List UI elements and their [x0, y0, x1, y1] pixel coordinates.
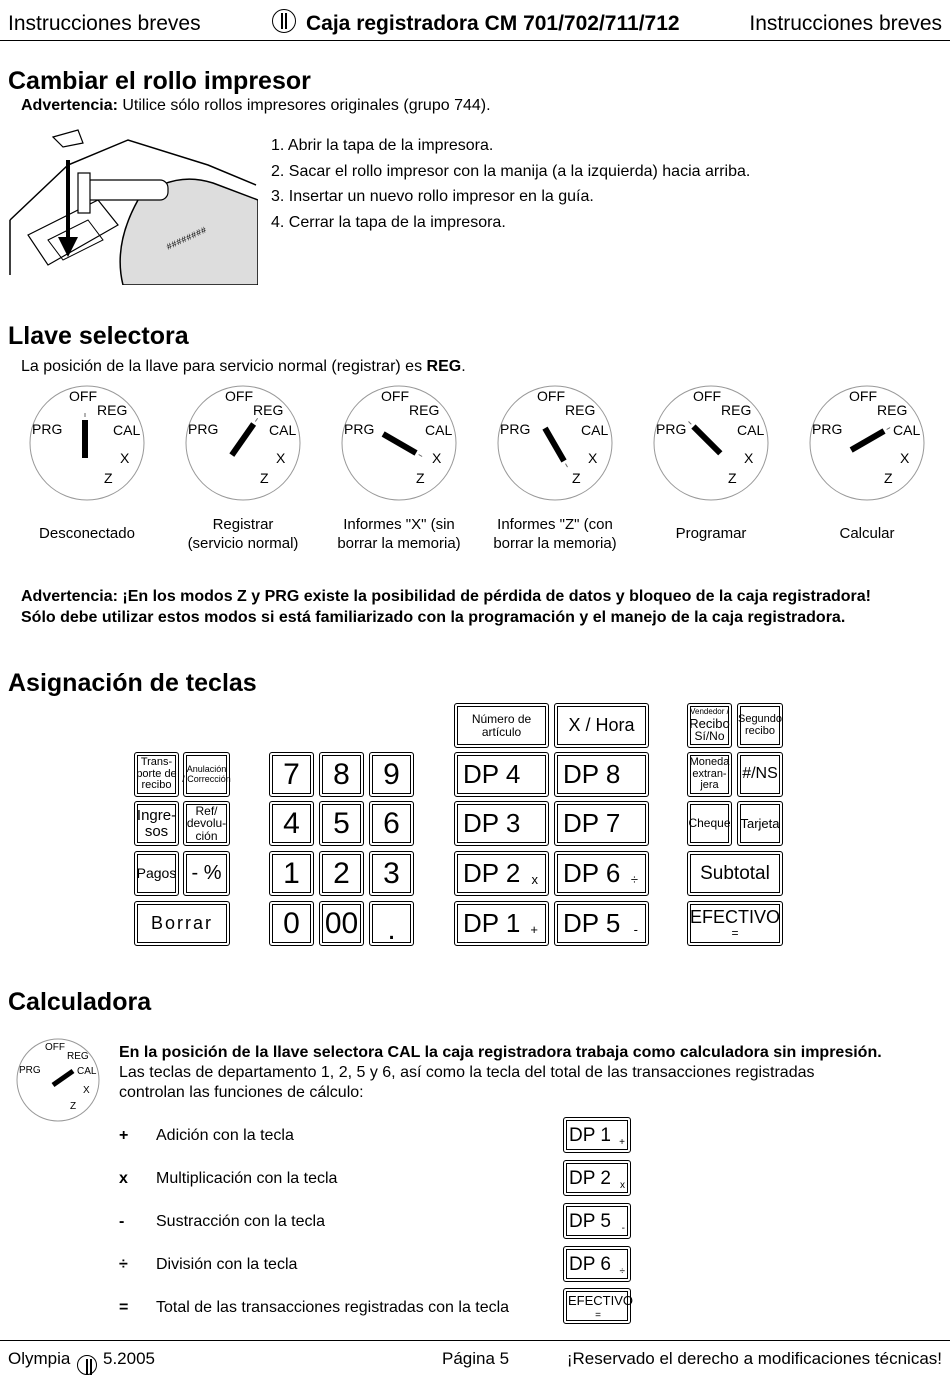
page-footer — [0, 1340, 950, 1380]
key-dp8-label: DP 8 — [563, 758, 621, 789]
dial-prg: PRG — [500, 421, 531, 437]
key-dp2-label: DP 2 — [463, 857, 521, 888]
dial-prg: PRG — [344, 421, 375, 437]
warning-text: Utilice sólo rollos impresores originales (grupo 744). — [122, 97, 491, 114]
dial-prg: PRG — [656, 421, 687, 437]
dial-reg: REG — [97, 402, 128, 418]
footer-brand: Olympia — [8, 1349, 71, 1368]
section-title-keys: Asignación de teclas — [8, 669, 257, 697]
step-3: 3. Insertar un nuevo rollo impresor en la guía. — [271, 188, 594, 205]
intro-end: . — [461, 358, 466, 375]
warning-line-1: ¡En los modos Z y PRG existe la posibilidad de pérdida de datos y bloqueo de la caja registradora! — [122, 588, 871, 605]
calc-key-label: DP 2 — [569, 1168, 611, 1189]
key-dp6-symbol: ÷ — [630, 872, 638, 888]
footer-page: Página 5 — [442, 1349, 510, 1368]
header-left: Instrucciones breves — [8, 12, 201, 35]
key-cheque[interactable]: Cheque — [687, 801, 732, 846]
dial-off: OFF — [537, 388, 565, 404]
key-dp5-symbol: - — [633, 922, 638, 938]
dial-x: X — [276, 450, 286, 466]
calc-key-symbol: ÷ — [619, 1266, 625, 1277]
key-digit-6[interactable]: 6 — [369, 801, 414, 846]
dial-caption-line1: Programar — [675, 525, 747, 542]
key-digit-2[interactable]: 2 — [319, 851, 364, 896]
key-subtotal[interactable]: Subtotal — [687, 851, 783, 896]
dial-reg: REG — [877, 402, 908, 418]
calc-op-symbol: + — [119, 1127, 129, 1144]
key-anulacion[interactable]: Anulación / Corrección — [183, 752, 230, 797]
dial-caption-5 — [792, 524, 942, 543]
footer-right: ¡Reservado el derecho a modificaciones técnicas! — [566, 1349, 942, 1368]
dial-caption-3 — [480, 515, 630, 553]
key-dp8[interactable] — [554, 752, 649, 797]
key-moneda[interactable]: Moneda extran- jera — [687, 752, 732, 797]
key-dp5-label: DP 5 — [563, 907, 621, 938]
calc-key-label: DP 1 — [569, 1125, 611, 1146]
dial-caption-line1: Calcular — [839, 525, 895, 542]
warning-line-2: Sólo debe utilizar estos modos si está familiarizado con la programación y el manejo de la caja registradora. — [21, 609, 846, 626]
dial-caption-line1: Registrar — [212, 516, 274, 533]
key-dp4[interactable] — [454, 752, 549, 797]
key-dial-4 — [651, 384, 771, 502]
dial-caption-line1: Informes "Z" (con — [497, 516, 613, 533]
dial-x: X — [120, 450, 130, 466]
key-dial-5 — [807, 384, 927, 502]
calc-op-symbol: x — [119, 1170, 128, 1187]
key-dp6-label: DP 6 — [563, 857, 621, 888]
calc-key-symbol: + — [619, 1137, 625, 1148]
key-dp1-label: DP 1 — [463, 907, 521, 938]
dial-z: Z — [260, 470, 269, 486]
section-title-calculator: Calculadora — [8, 988, 152, 1016]
key-selector-warning — [21, 586, 871, 628]
key-dp6[interactable] — [554, 851, 649, 896]
key-efectivo-symbol: = — [731, 925, 739, 940]
svg-text:PRG: PRG — [19, 1065, 41, 1076]
calculator-intro-line3: controlan las funciones de cálculo: — [119, 1084, 364, 1101]
calc-key-label: EFECTIVO — [568, 1293, 634, 1308]
intro-text: La posición de la llave para servicio normal (registrar) es — [21, 358, 427, 375]
key-recibo-sino: Sí/No — [694, 729, 725, 744]
intro-bold: REG — [426, 358, 462, 375]
dial-caption-line2: borrar la memoria) — [493, 535, 617, 552]
dial-cal: CAL — [737, 422, 765, 438]
warning-label: Advertencia: — [21, 588, 118, 605]
key-ns[interactable]: #/NS — [737, 752, 783, 797]
key-digit-0[interactable]: 0 — [269, 901, 314, 946]
key-numero-articulo[interactable]: Número de artículo — [454, 703, 549, 748]
dial-prg: PRG — [32, 421, 63, 437]
calc-op-text: Adición con la tecla — [156, 1127, 294, 1144]
calc-key-dp6[interactable] — [563, 1246, 631, 1282]
key-efectivo[interactable] — [687, 901, 783, 946]
dial-reg: REG — [253, 402, 284, 418]
dial-z: Z — [728, 470, 737, 486]
dial-prg: PRG — [188, 421, 219, 437]
calculator-intro-line2: Las teclas de departamento 1, 2, 5 y 6, así como la tecla del total de las transacciones registradas — [119, 1064, 815, 1081]
calc-key-symbol: x — [620, 1180, 625, 1191]
key-tarjeta[interactable]: Tarjeta — [737, 801, 783, 846]
calc-key-symbol: = — [595, 1310, 601, 1321]
key-x-hora[interactable]: X / Hora — [554, 703, 649, 748]
calc-key-dp2[interactable] — [563, 1160, 631, 1196]
key-ingresos[interactable]: Ingre- sos — [134, 801, 179, 846]
printer-illustration — [8, 125, 258, 285]
dial-cal: CAL — [425, 422, 453, 438]
key-dial-1 — [183, 384, 303, 502]
key-recibo-label: Recibo — [689, 715, 730, 731]
svg-text:REG: REG — [67, 1051, 89, 1062]
header-title: Caja registradora CM 701/702/711/712 — [306, 12, 680, 35]
key-ref[interactable]: Ref/ devolu- ción — [183, 801, 230, 846]
paper-roll-steps — [271, 133, 750, 235]
dial-caption-line2: (servicio normal) — [187, 535, 299, 552]
dial-x: X — [432, 450, 442, 466]
key-digit-3[interactable]: 3 — [369, 851, 414, 896]
dial-cal: CAL — [893, 422, 921, 438]
dial-cal: CAL — [113, 422, 141, 438]
calc-key-label: DP 6 — [569, 1254, 611, 1275]
calc-key-dp1[interactable] — [563, 1117, 631, 1153]
key-dp7[interactable] — [554, 801, 649, 846]
calc-op-text: Multiplicación con la tecla — [156, 1170, 338, 1187]
calculator-intro-bold: En la posición de la llave selectora CAL la caja registradora trabaja como calculadora sin impresión. — [119, 1044, 882, 1061]
dial-caption-line2: borrar la memoria) — [337, 535, 461, 552]
calculator-intro — [119, 1043, 882, 1103]
calc-op-text: Sustracción con la tecla — [156, 1213, 325, 1230]
footer-date: 5.2005 — [103, 1349, 155, 1368]
key-dp1[interactable] — [454, 901, 549, 946]
key-digit-4[interactable]: 4 — [269, 801, 314, 846]
dial-x: X — [588, 450, 598, 466]
dial-off: OFF — [69, 388, 97, 404]
paper-roll-warning — [21, 97, 491, 115]
page-header — [0, 0, 950, 41]
key-digit-5[interactable]: 5 — [319, 801, 364, 846]
step-2: 2. Sacar el rollo impresor con la manija (a la izquierda) hacia arriba. — [271, 162, 751, 180]
dial-caption-0 — [12, 524, 162, 543]
calc-op-symbol: ÷ — [119, 1256, 128, 1273]
key-dp2[interactable] — [454, 851, 549, 896]
svg-text:OFF: OFF — [45, 1042, 65, 1053]
key-digit-dot[interactable]: . — [369, 901, 414, 946]
calc-key-dp5[interactable] — [563, 1203, 631, 1239]
calc-key-symbol: - — [621, 1223, 625, 1234]
dial-z: Z — [104, 470, 113, 486]
dial-caption-1 — [168, 515, 318, 553]
dial-off: OFF — [381, 388, 409, 404]
dial-x: X — [900, 450, 910, 466]
dial-cal: CAL — [269, 422, 297, 438]
warning-label: Advertencia: — [21, 97, 118, 114]
key-digit-00[interactable]: 00 — [319, 901, 364, 946]
key-dp4-label: DP 4 — [463, 758, 521, 789]
dial-caption-2 — [324, 515, 474, 553]
dial-reg: REG — [565, 402, 596, 418]
dial-x: X — [744, 450, 754, 466]
svg-text:########: ######## — [165, 225, 209, 253]
step-1: 1. Abrir la tapa de la impresora. — [271, 137, 494, 154]
dial-off: OFF — [693, 388, 721, 404]
key-dp7-label: DP 7 — [563, 807, 621, 838]
key-borrar[interactable]: Borrar — [134, 901, 230, 946]
dial-z: Z — [572, 470, 581, 486]
svg-text:X: X — [83, 1085, 90, 1096]
olympia-logo-icon — [272, 9, 296, 38]
dial-off: OFF — [849, 388, 877, 404]
key-dp5[interactable] — [554, 901, 649, 946]
section-title-paper-roll: Cambiar el rollo impresor — [8, 67, 311, 95]
dial-reg: REG — [721, 402, 752, 418]
dial-cal: CAL — [581, 422, 609, 438]
calc-op-text: Total de las transacciones registradas con la tecla — [156, 1299, 510, 1316]
calc-key-label: DP 5 — [569, 1211, 611, 1232]
dial-reg: REG — [409, 402, 440, 418]
header-right: Instrucciones breves — [749, 12, 942, 35]
key-dp3-label: DP 3 — [463, 807, 521, 838]
calculator-key-dial — [13, 1037, 103, 1123]
key-efectivo-label: EFECTIVO — [689, 906, 780, 927]
key-dp3[interactable] — [454, 801, 549, 846]
calc-op-symbol: = — [119, 1299, 129, 1316]
key-transporte[interactable]: Trans- porte de recibo — [134, 752, 179, 797]
dial-off: OFF — [225, 388, 253, 404]
dial-z: Z — [884, 470, 893, 486]
key-dial-0 — [27, 384, 147, 502]
key-digit-8[interactable]: 8 — [319, 752, 364, 797]
key-pagos[interactable]: Pagos — [134, 851, 179, 896]
calc-op-text: División con la tecla — [156, 1256, 298, 1273]
dial-caption-4 — [636, 524, 786, 543]
calc-op-symbol: - — [119, 1213, 125, 1230]
key-segundo-recibo[interactable]: Segundo recibo — [737, 703, 783, 748]
step-4: 4. Cerrar la tapa de la impresora. — [271, 213, 506, 231]
dial-prg: PRG — [812, 421, 843, 437]
svg-text:CAL: CAL — [77, 1066, 97, 1077]
key-digit-7[interactable]: 7 — [269, 752, 314, 797]
svg-text:Z: Z — [70, 1101, 77, 1112]
key-dp1-symbol: + — [530, 922, 538, 938]
key-recibo-vendedor: Vendedor / — [690, 707, 729, 717]
key-recibo[interactable] — [687, 703, 732, 748]
calc-key-efectivo[interactable] — [563, 1288, 634, 1324]
section-title-key-selector: Llave selectora — [8, 322, 189, 350]
key-percent[interactable]: - % — [183, 851, 230, 896]
dial-z: Z — [416, 470, 425, 486]
key-dp2-symbol: x — [531, 872, 538, 888]
dial-caption-line1: Informes "X" (sin — [343, 516, 455, 533]
key-digit-9[interactable]: 9 — [369, 752, 414, 797]
key-selector-intro — [21, 358, 466, 376]
key-dial-3 — [495, 384, 615, 502]
key-dial-2 — [339, 384, 459, 502]
dial-caption-line1: Desconectado — [39, 525, 135, 542]
key-digit-1[interactable]: 1 — [269, 851, 314, 896]
